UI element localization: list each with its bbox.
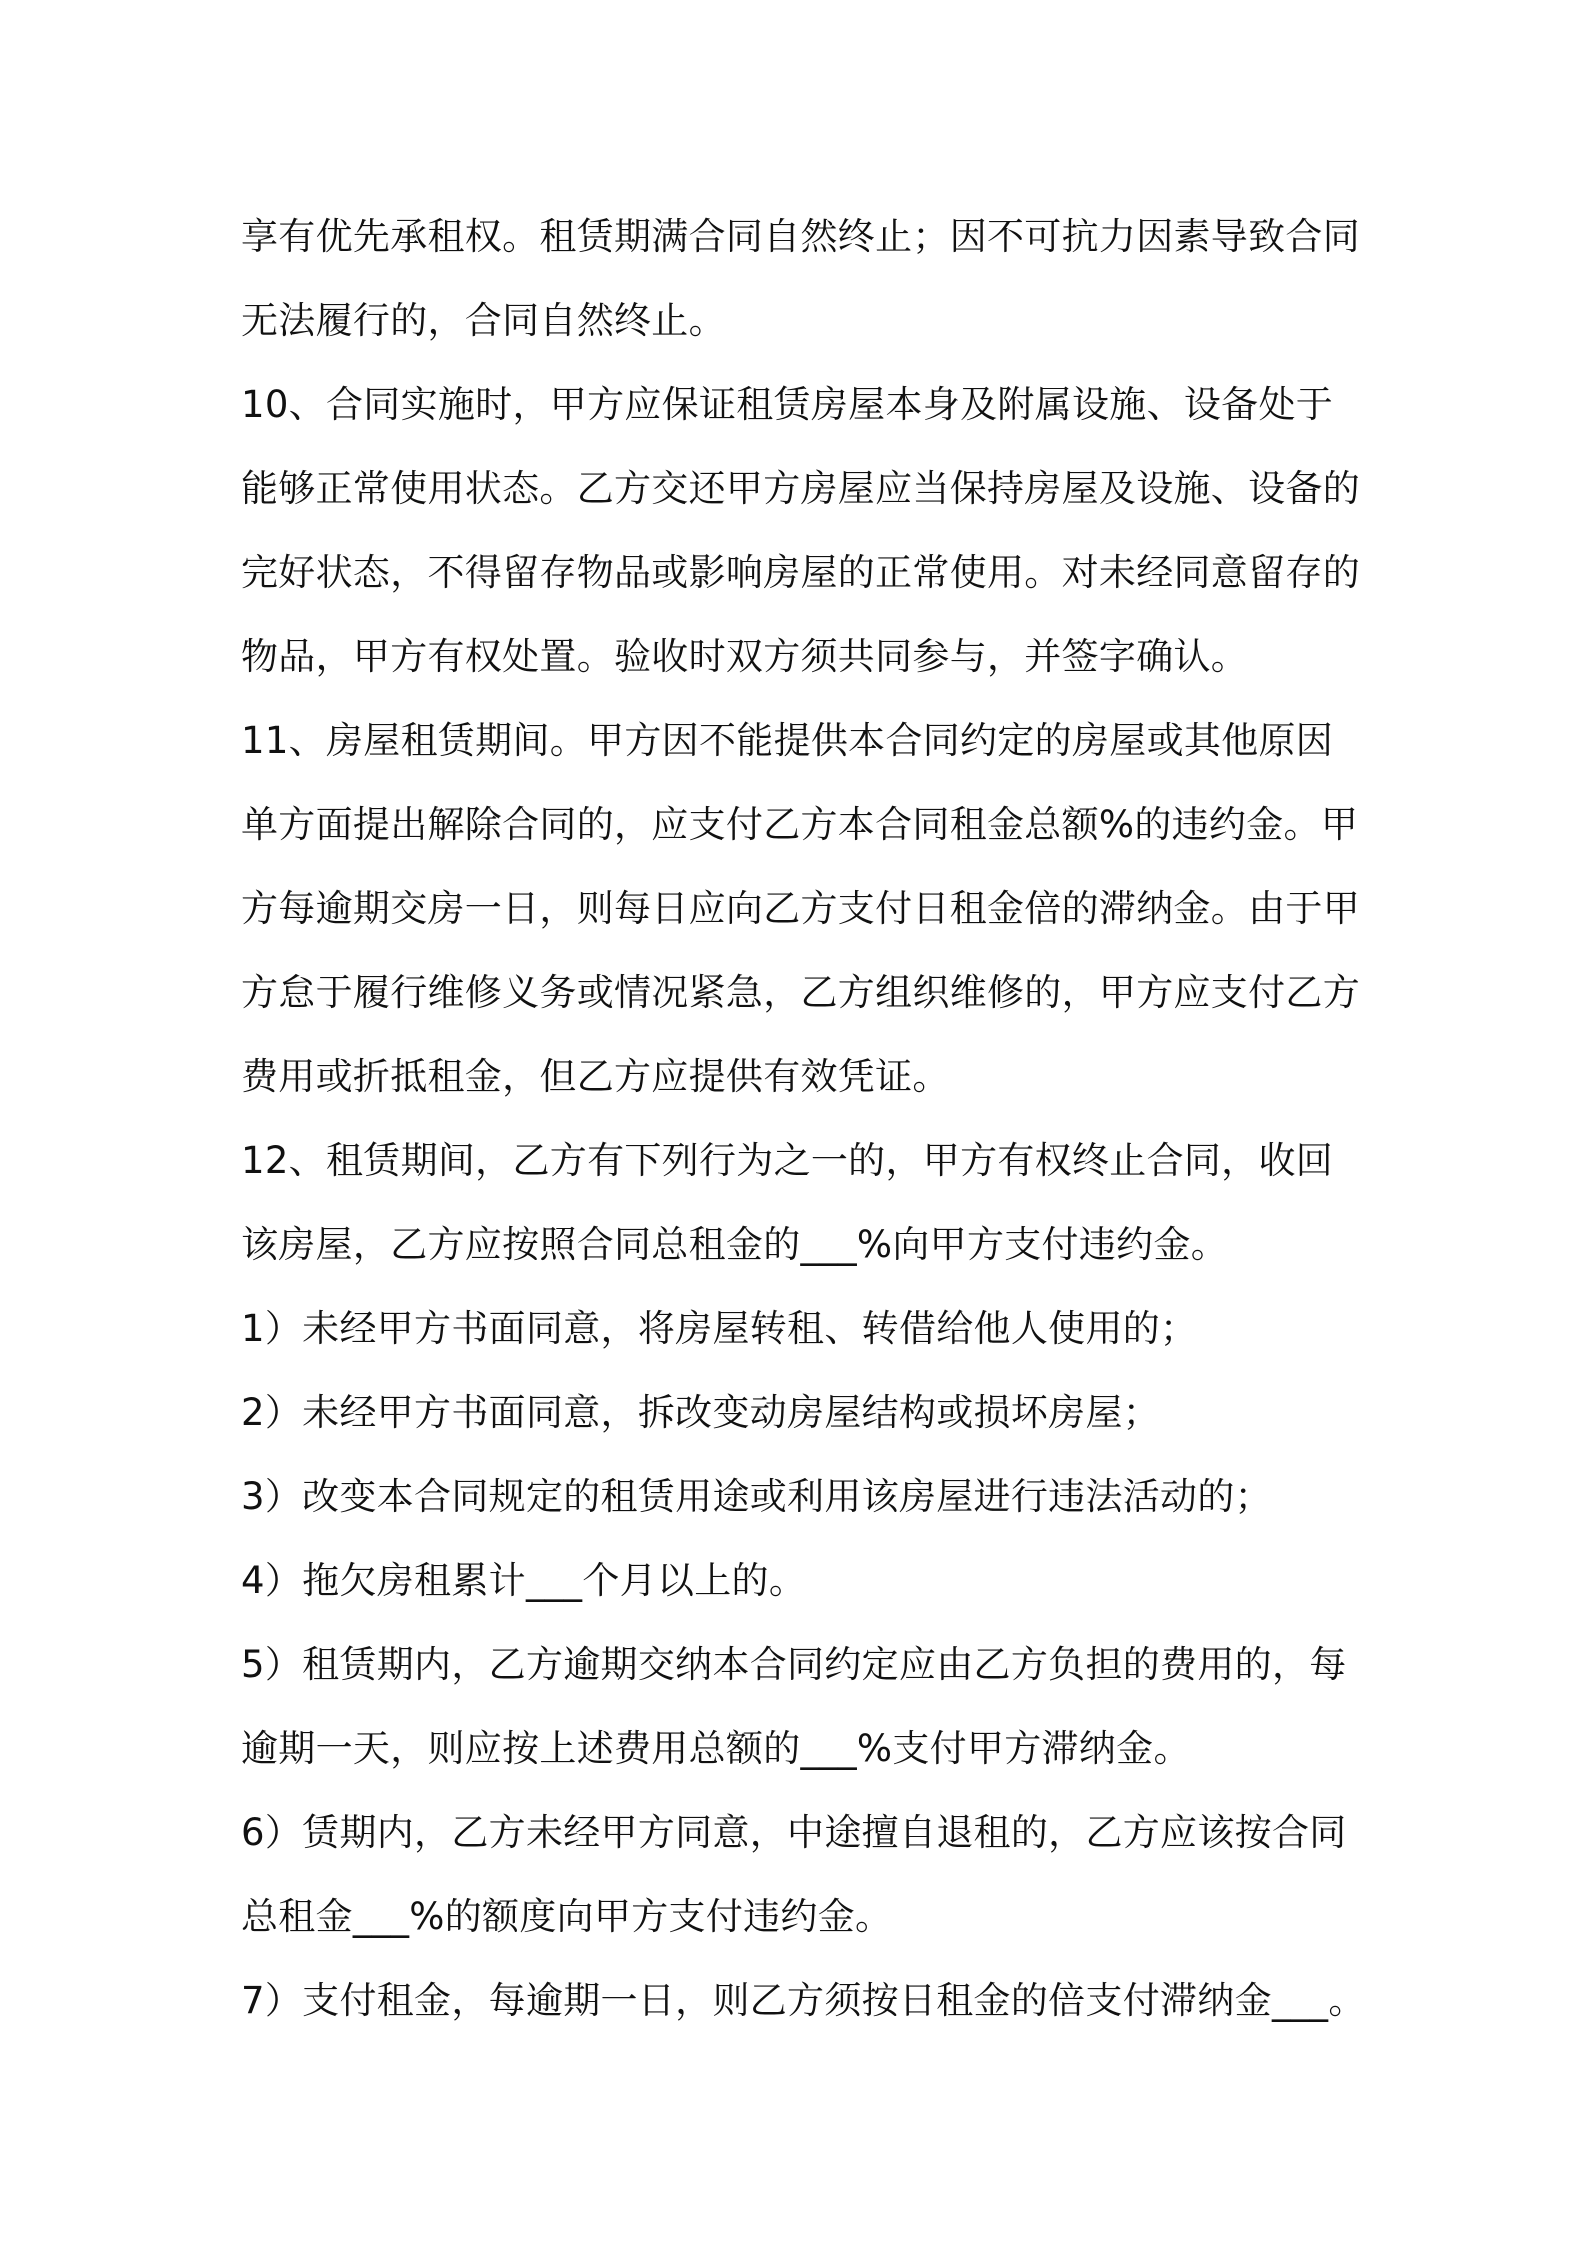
clause-12-line: 12、租赁期间，乙方有下列行为之一的，甲方有权终止合同，收回 xyxy=(241,1139,1334,1182)
list-item-5: 5）租赁期内，乙方逾期交纳本合同约定应由乙方负担的费用的，每 xyxy=(241,1643,1347,1686)
text-line: 物品，甲方有权处置。验收时双方须共同参与，并签字确认。 xyxy=(241,635,1249,678)
list-item-6: 6）赁期内，乙方未经甲方同意，中途擅自退租的，乙方应该按合同 xyxy=(241,1811,1347,1854)
text-line: 享有优先承租权。租赁期满合同自然终止；因不可抗力因素导致合同 xyxy=(241,215,1360,258)
list-item-1: 1）未经甲方书面同意，将房屋转租、转借给他人使用的； xyxy=(241,1307,1198,1350)
text-line: 能够正常使用状态。乙方交还甲方房屋应当保持房屋及设施、设备的 xyxy=(241,467,1360,510)
list-item-4: 4）拖欠房租累计___个月以上的。 xyxy=(241,1559,807,1602)
clause-10-line: 10、合同实施时，甲方应保证租赁房屋本身及附属设施、设备处于 xyxy=(241,383,1334,426)
text-line: 完好状态，不得留存物品或影响房屋的正常使用。对未经同意留存的 xyxy=(241,551,1360,594)
text-line: 该房屋，乙方应按照合同总租金的___%向甲方支付违约金。 xyxy=(241,1223,1229,1266)
text-line: 单方面提出解除合同的，应支付乙方本合同租金总额%的违约金。甲 xyxy=(241,803,1359,846)
text-line: 无法履行的，合同自然终止。 xyxy=(241,299,726,342)
list-item-3: 3）改变本合同规定的租赁用途或利用该房屋进行违法活动的； xyxy=(241,1475,1272,1518)
list-item-2: 2）未经甲方书面同意，拆改变动房屋结构或损坏房屋； xyxy=(241,1391,1161,1434)
clause-11-line: 11、房屋租赁期间。甲方因不能提供本合同约定的房屋或其他原因 xyxy=(241,719,1334,762)
text-line: 逾期一天，则应按上述费用总额的___%支付甲方滞纳金。 xyxy=(241,1727,1191,1770)
contract-text xyxy=(241,195,1366,2043)
text-line: 总租金___%的额度向甲方支付违约金。 xyxy=(241,1895,893,1938)
text-line: 方怠于履行维修义务或情况紧急，乙方组织维修的，甲方应支付乙方 xyxy=(241,971,1360,1014)
list-item-7: 7）支付租金，每逾期一日，则乙方须按日租金的倍支付滞纳金___。 xyxy=(241,1979,1366,2022)
text-line: 费用或折抵租金，但乙方应提供有效凭证。 xyxy=(241,1055,950,1098)
text-line: 方每逾期交房一日，则每日应向乙方支付日租金倍的滞纳金。由于甲 xyxy=(241,887,1360,930)
